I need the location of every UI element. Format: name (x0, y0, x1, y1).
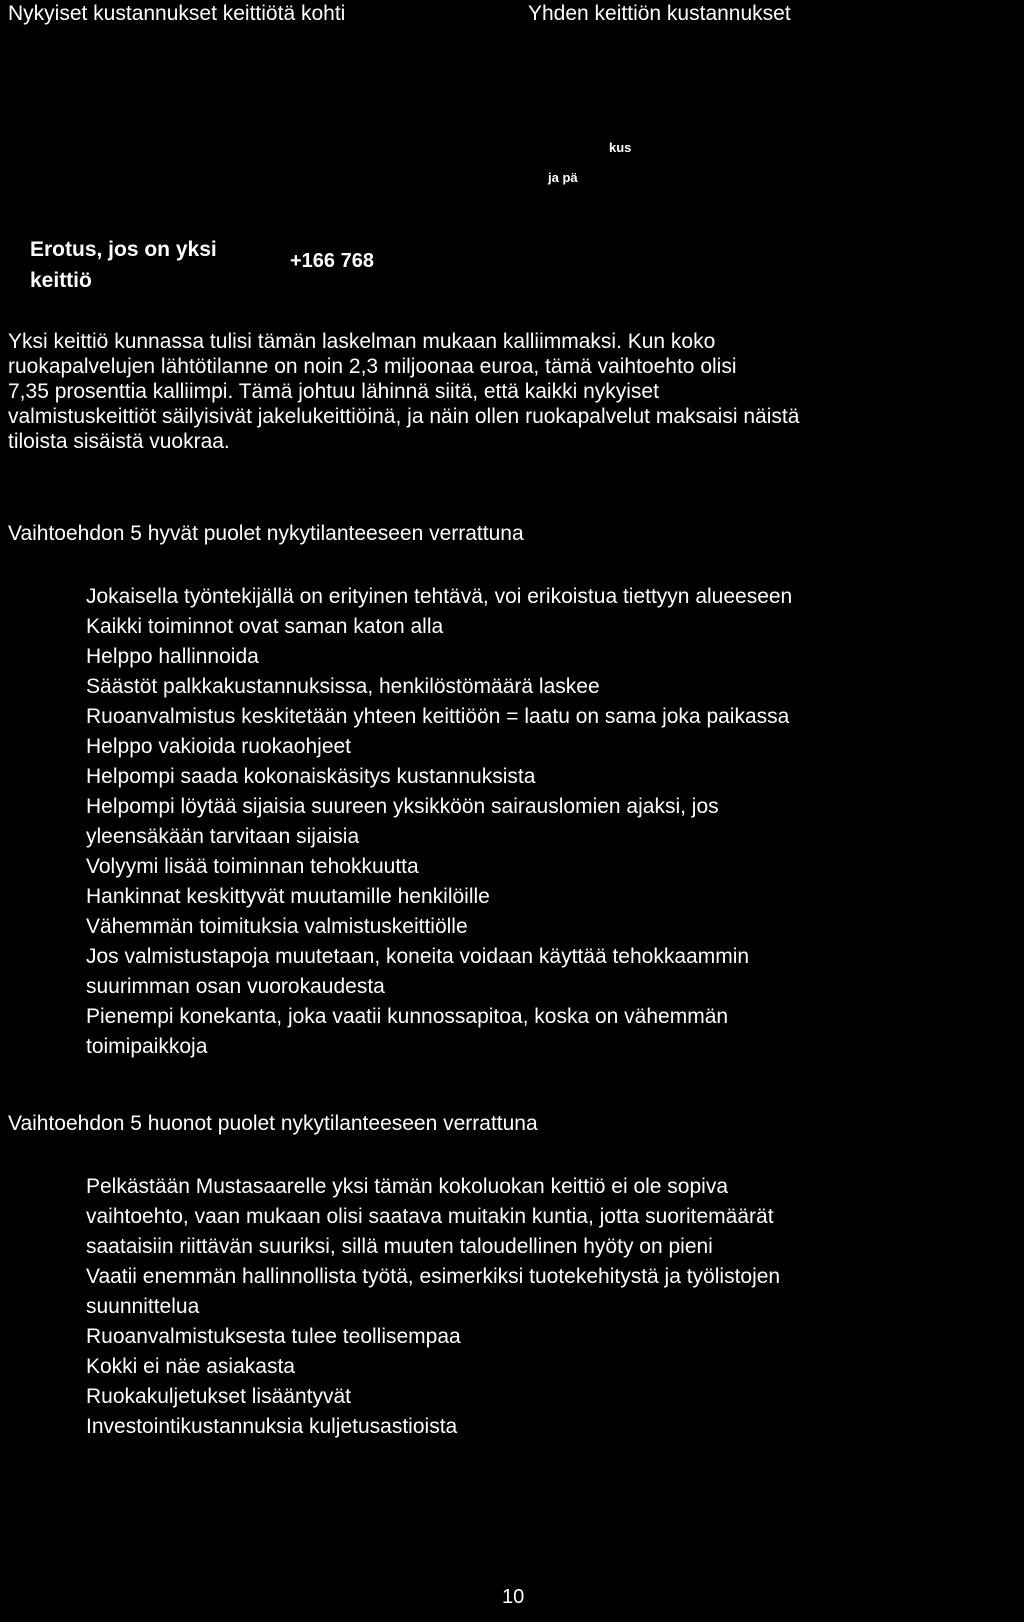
pros-item (86, 792, 1016, 852)
paragraph-line: 7,35 prosenttia kalliimpi. Tämä johtuu lähinnä siitä, että kaikki nykyiset (8, 380, 659, 403)
cons-item-line: Ruokakuljetukset lisääntyvät (86, 1385, 351, 1408)
paragraph (8, 329, 1018, 454)
cons-title: Vaihtoehdon 5 huonot puolet nykytilanteeseen verrattuna (8, 1112, 538, 1135)
pros-item (86, 702, 1016, 732)
paragraph-line: valmistuskeittiöt säilyisivät jakelukeittiöinä, ja näin ollen ruokapalvelut maksaisi näistä (8, 405, 800, 428)
pros-item-line: Helppo vakioida ruokaohjeet (86, 735, 352, 758)
cons-item-line: Pelkästään Mustasaarelle yksi tämän kokoluokan keittiö ei ole sopiva (86, 1175, 729, 1198)
pros-item-line: suurimman osan vuorokaudesta (86, 975, 385, 998)
page-number: 10 (502, 1586, 525, 1608)
pros-item-line: Helpompi löytää sijaisia suureen yksikköön sairauslomien ajaksi, jos (86, 795, 719, 818)
pros-item (86, 942, 1016, 1002)
cons-item-line: Ruoanvalmistuksesta tulee teollisempaa (86, 1325, 461, 1348)
cons-item (86, 1412, 1016, 1442)
pros-item (86, 642, 1016, 672)
fragment-japa: ja pä (548, 170, 578, 185)
pros-item-line: Vähemmän toimituksia valmistuskeittiölle (86, 915, 468, 938)
cons-item-line: Vaatii enemmän hallinnollista työtä, esimerkiksi tuotekehitystä ja työlistojen (86, 1265, 781, 1288)
pros-item (86, 912, 1016, 942)
cons-item (86, 1172, 1016, 1262)
pros-item (86, 582, 1016, 612)
cons-item-line: vaihtoehto, vaan mukaan olisi saatava muitakin kuntia, jotta suoritemäärät (86, 1205, 774, 1228)
pros-item-line: Kaikki toiminnot ovat saman katon alla (86, 615, 444, 638)
header-left: Nykyiset kustannukset keittiötä kohti (8, 2, 346, 25)
pros-item (86, 612, 1016, 642)
cons-item-line: suunnittelua (86, 1295, 200, 1318)
paragraph-line: ruokapalvelujen lähtötilanne on noin 2,3 miljoonaa euroa, tämä vaihtoehto olisi (8, 355, 737, 378)
pros-item-line: toimipaikkoja (86, 1035, 208, 1058)
pros-item-line: Säästöt palkkakustannuksissa, henkilöstömäärä laskee (86, 675, 600, 698)
cons-item (86, 1262, 1016, 1322)
cons-item (86, 1382, 1016, 1412)
pros-item-line: Ruoanvalmistus keskitetään yhteen keittiöön = laatu on sama joka paikassa (86, 705, 790, 728)
pros-item-line: Jos valmistustapoja muutetaan, koneita voidaan käyttää tehokkaammin (86, 945, 750, 968)
pros-item-line: Hankinnat keskittyvät muutamille henkilöille (86, 885, 490, 908)
difference-value: +166 768 (290, 250, 374, 272)
cons-item-line: saataisiin riittävän suuriksi, sillä muuten taloudellinen hyöty on pieni (86, 1235, 713, 1258)
pros-item (86, 672, 1016, 702)
fragment-kus: kus (609, 140, 632, 155)
pros-item-line: Volyymi lisää toiminnan tehokkuutta (86, 855, 419, 878)
pros-item-line: Jokaisella työntekijällä on erityinen tehtävä, voi erikoistua tiettyyn alueeseen (86, 585, 793, 608)
difference-label (30, 234, 290, 296)
pros-item-line: yleensäkään tarvitaan sijaisia (86, 825, 360, 848)
cons-item-line: Investointikustannuksia kuljetusastioista (86, 1415, 458, 1438)
paragraph-line: Yksi keittiö kunnassa tulisi tämän laskelman mukaan kalliimmaksi. Kun koko (8, 330, 716, 353)
paragraph-line: tiloista sisäistä vuokraa. (8, 430, 230, 453)
pros-item-line: Helpompi saada kokonaiskäsitys kustannuksista (86, 765, 536, 788)
cons-item (86, 1352, 1016, 1382)
difference-label-line: keittiö (30, 269, 92, 292)
difference-label-line: Erotus, jos on yksi (30, 238, 217, 261)
pros-item-line: Helppo hallinnoida (86, 645, 259, 668)
cons-item-line: Kokki ei näe asiakasta (86, 1355, 295, 1378)
pros-item (86, 852, 1016, 882)
cons-item (86, 1322, 1016, 1352)
pros-item (86, 882, 1016, 912)
header-right: Yhden keittiön kustannukset (528, 2, 791, 25)
cons-list (86, 1172, 1016, 1442)
pros-item (86, 1002, 1016, 1062)
pros-list (86, 582, 1016, 1062)
pros-item (86, 762, 1016, 792)
pros-title: Vaihtoehdon 5 hyvät puolet nykytilanteeseen verrattuna (8, 522, 524, 545)
pros-item-line: Pienempi konekanta, joka vaatii kunnossapitoa, koska on vähemmän (86, 1005, 729, 1028)
pros-item (86, 732, 1016, 762)
